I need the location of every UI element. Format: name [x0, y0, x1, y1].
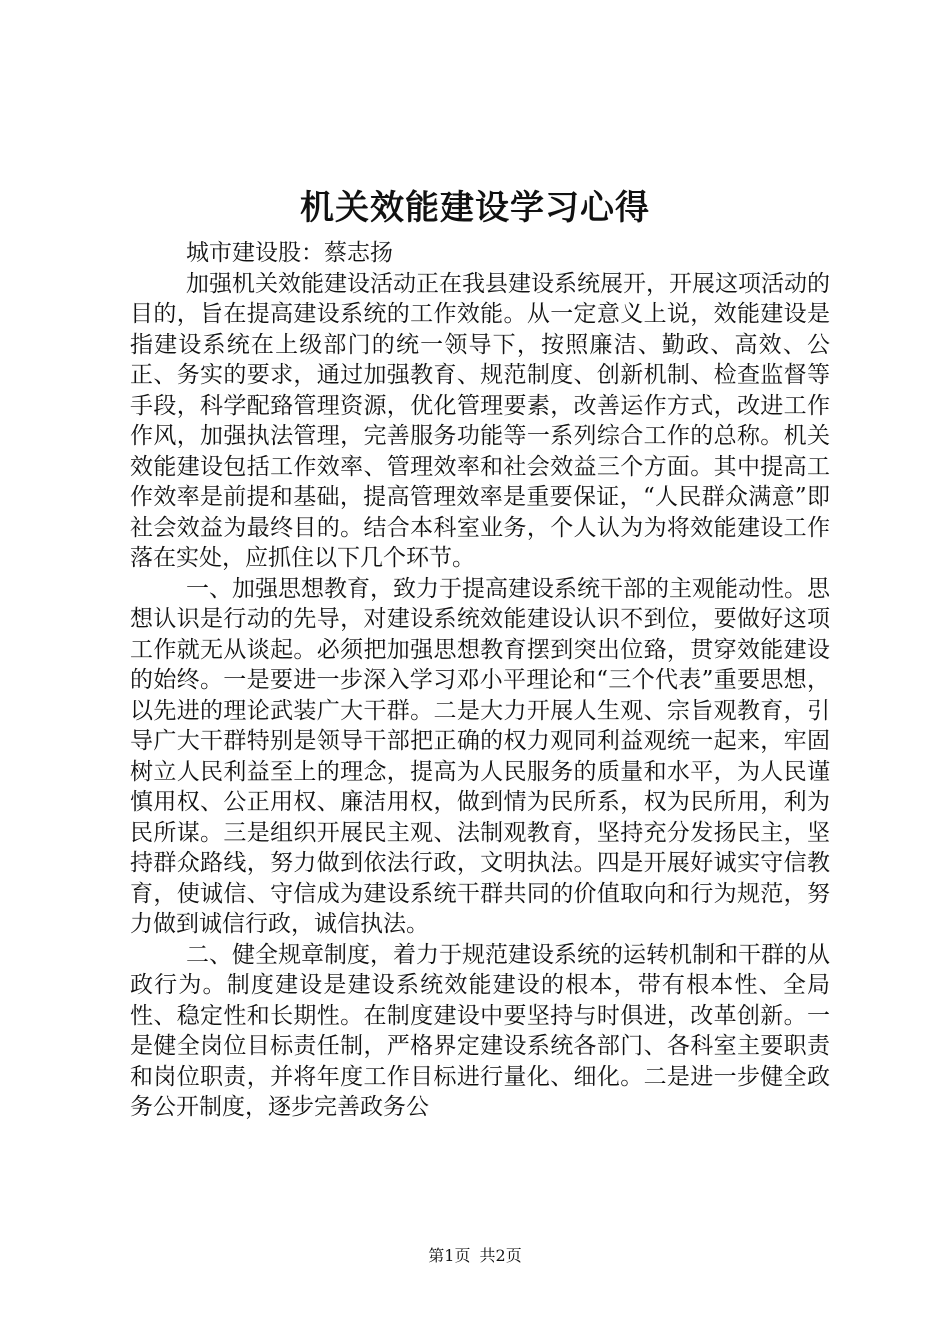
paragraph-section-two: 二、健全规章制度，着力于规范建设系统的运转机制和干群的从政行为。制度建设是建设系统效能建设的根本，带有根本性、全局性、稳定性和长期性。在制度建设中要坚持与时俱进，改革创新。一是健全岗位目标责任制，严格界定建设系统各部门、各科室主要职责和岗位职责，并将年度工作目标进行量化、细化。二是进一步健全政务公开制度，逐步完善政务公 — [130, 941, 830, 1120]
paragraph-intro: 加强机关效能建设活动正在我县建设系统展开，开展这项活动的目的，旨在提高建设系统的工作效能。从一定意义上说，效能建设是指建设系统在上级部门的统一领导下，按照廉洁、勤政、高效、公正、务实的要求，通过加强教育、规范制度、创新机制、检查监督等手段，科学配臵管理资源，优化管理要素，改善运作方式，改进工作作风，加强执法管理，完善服务功能等一系列综合工作的总称。机关效能建设包括工作效率、管理效率和社会效益三个方面。其中提高工作效率是前提和基础，提高管理效率是重要保证，“人民群众满意”即社会效益为最终目的。结合本科室业务，个人认为为将效能建设工作落在实处，应抓住以下几个环节。 — [130, 270, 830, 571]
author-line: 城市建设股：蔡志扬 — [186, 240, 393, 266]
document-title: 机关效能建设学习心得 — [300, 188, 650, 228]
document-body — [130, 238, 830, 1123]
paragraph-section-one: 一、加强思想教育，致力于提高建设系统干部的主观能动性。思想认识是行动的先导，对建设系统效能建设认识不到位，要做好这项工作就无从谈起。必须把加强思想教育摆到突出位臵，贯穿效能建设的始终。一是要进一步深入学习邓小平理论和“三个代表”重要思想，以先进的理论武装广大干群。二是大力开展人生观、宗旨观教育，引导广大干群特别是领导干部把正确的权力观同利益观统一起来，牢固树立人民利益至上的理念，提高为人民服务的质量和水平，为人民谨慎用权、公正用权、廉洁用权，做到情为民所系，权为民所用，利为民所谋。三是组织开展民主观、法制观教育，坚持充分发扬民主，坚持群众路线，努力做到依法行政，文明执法。四是开展好诚实守信教育，使诚信、守信成为建设系统干群共同的价值取向和行为规范，努力做到诚信行政，诚信执法。 — [130, 575, 830, 937]
page-number-footer: 第1页 共2页 — [428, 1246, 522, 1265]
